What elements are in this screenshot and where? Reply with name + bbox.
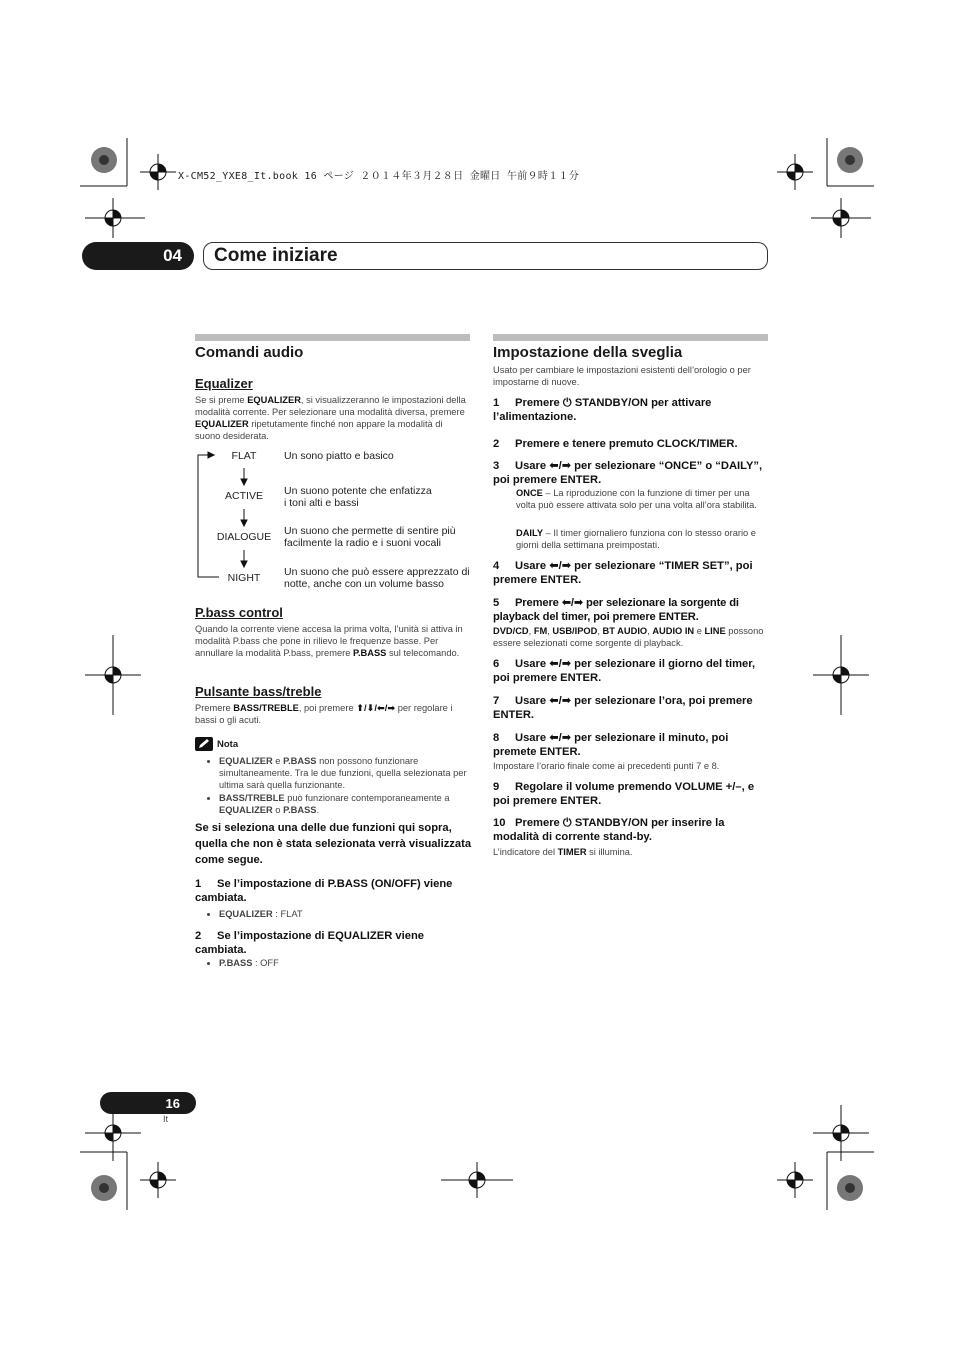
section-title-audio: Comandi audio (195, 344, 304, 361)
note-list (207, 755, 470, 817)
alarm-step-9: 9 Regolare il volume premendo VOLUME +/–, e poi premere ENTER. (493, 781, 755, 807)
eq-desc-active: Un suono potente che enfatizza i toni alti e bassi (284, 485, 432, 509)
note-header (195, 737, 238, 751)
eq-desc-night: Un suono che può essere apprezzato di notte, anche con un volume basso (284, 566, 470, 590)
print-header: X-CM52_YXE8_It.book 16 ページ ２０１４年３月２８日 金曜日 午前９時１１分 (178, 171, 580, 182)
alarm-step-1: 1 Premere ⏻ STANDBY/ON per attivare l’alimentazione. (493, 397, 712, 423)
sources-note: DVD/CD, FM, USB/IPOD, BT AUDIO, AUDIO IN e LINE possono essere selezionati come sorgente di playback. (493, 626, 764, 648)
alarm-step-5: 5 Premere ⬅/➡ per selezionare la sorgente di playback del timer, poi premere ENTER. (493, 597, 739, 623)
left-step-1: 1 Se l’impostazione di P.BASS (ON/OFF) viene cambiata. (195, 878, 453, 904)
alarm-step-3: 3 Usare ⬅/➡ per selezionare “ONCE” o “DAILY”, poi premere ENTER. (493, 460, 763, 486)
daily-note: DAILY – Il timer giornaliero funziona con lo stesso orario e giorni della settimana preimpostati. (516, 528, 756, 550)
section-bar-right (493, 334, 768, 341)
once-note: ONCE – La riproduzione con la funzione di timer per una volta può essere attivata solo per una volta all’ora stabilita. (516, 488, 757, 510)
note-item: • EQUALIZER e P.BASS non possono funzionare simultaneamente. Tra le due funzioni, quella selezionata per ultima sarà quella funzionante. (219, 755, 470, 791)
alarm-step-8: 8 Usare ⬅/➡ per selezionare il minuto, poi premete ENTER. (493, 732, 729, 758)
section-bar-left (195, 334, 470, 341)
alarm-step-4: 4 Usare ⬅/➡ per selezionare “TIMER SET”, poi premere ENTER. (493, 560, 753, 586)
eq-desc-dialogue: Un suono che permette di sentire più facilmente la radio e i suoni vocali (284, 525, 456, 549)
section-title-alarm: Impostazione della sveglia (493, 344, 683, 361)
pbass-heading: P.bass control (195, 605, 283, 620)
eq-mode-flat: FLAT (231, 450, 257, 462)
equalizer-intro: Se si preme EQUALIZER, si visualizzeranno le impostazioni della modalità corrente. Per selezionare una modalità diversa, premere EQUALIZER ripetutamente finché non appare la modalità di suono desiderata. (195, 395, 466, 441)
eq-mode-active: ACTIVE (225, 490, 263, 502)
page-number: 16 (100, 1092, 196, 1114)
note-item: • BASS/TREBLE può funzionare contemporaneamente a EQUALIZER o P.BASS. (219, 792, 470, 816)
bass-treble-text: Premere BASS/TREBLE, poi premere ⬆/⬇/⬅/➡ per regolare i bassi o gli acuti. (195, 703, 453, 725)
step-10-note: L’indicatore del TIMER si illumina. (493, 847, 633, 857)
note-label: Nota (217, 738, 239, 750)
page-language: It (163, 1114, 169, 1124)
alarm-intro: Usato per cambiare le impostazioni esistenti dell’orologio o per impostarne di nuove. (493, 365, 751, 387)
alarm-step-7: 7 Usare ⬅/➡ per selezionare l’ora, poi premere ENTER. (493, 695, 753, 721)
bold-paragraph: Se si seleziona una delle due funzioni qui sopra, quella che non è stata selezionata verrà visualizzata come segue. (195, 822, 472, 866)
pbass-text: Quando la corrente viene accesa la prima volta, l’unità si attiva in modalità P.bass che pone in rilievo le frequenze basse. Per annullare la modalità P.bass, premere P.BASS sul telecomando. (195, 624, 463, 658)
eq-mode-night: NIGHT (227, 572, 261, 584)
left-step-2: 2 Se l’impostazione di EQUALIZER viene cambiata. (195, 930, 425, 956)
left-step-2-bullet: • P.BASS : OFF (207, 957, 279, 970)
alarm-step-6: 6 Usare ⬅/➡ per selezionare il giorno del timer, poi premere ENTER. (493, 658, 756, 684)
eq-mode-dialogue: DIALOGUE (216, 531, 272, 543)
equalizer-cycle-arrows (195, 448, 255, 580)
step-8-note: Impostare l’orario finale come ai precedenti punti 7 e 8. (493, 761, 720, 771)
left-step-1-bullet: • EQUALIZER : FLAT (207, 908, 303, 921)
chapter-title: Come iniziare (203, 242, 768, 270)
alarm-step-10: 10 Premere ⏻ STANDBY/ON per inserire la modalità di corrente stand-by. (493, 817, 725, 843)
note-pencil-icon (195, 737, 213, 751)
alarm-step-2: 2 Premere e tenere premuto CLOCK/TIMER. (493, 438, 738, 450)
bass-treble-heading: Pulsante bass/treble (195, 684, 322, 699)
chapter-number: 04 (82, 242, 194, 270)
equalizer-heading: Equalizer (195, 376, 253, 391)
eq-desc-flat: Un sono piatto e basico (284, 450, 394, 462)
